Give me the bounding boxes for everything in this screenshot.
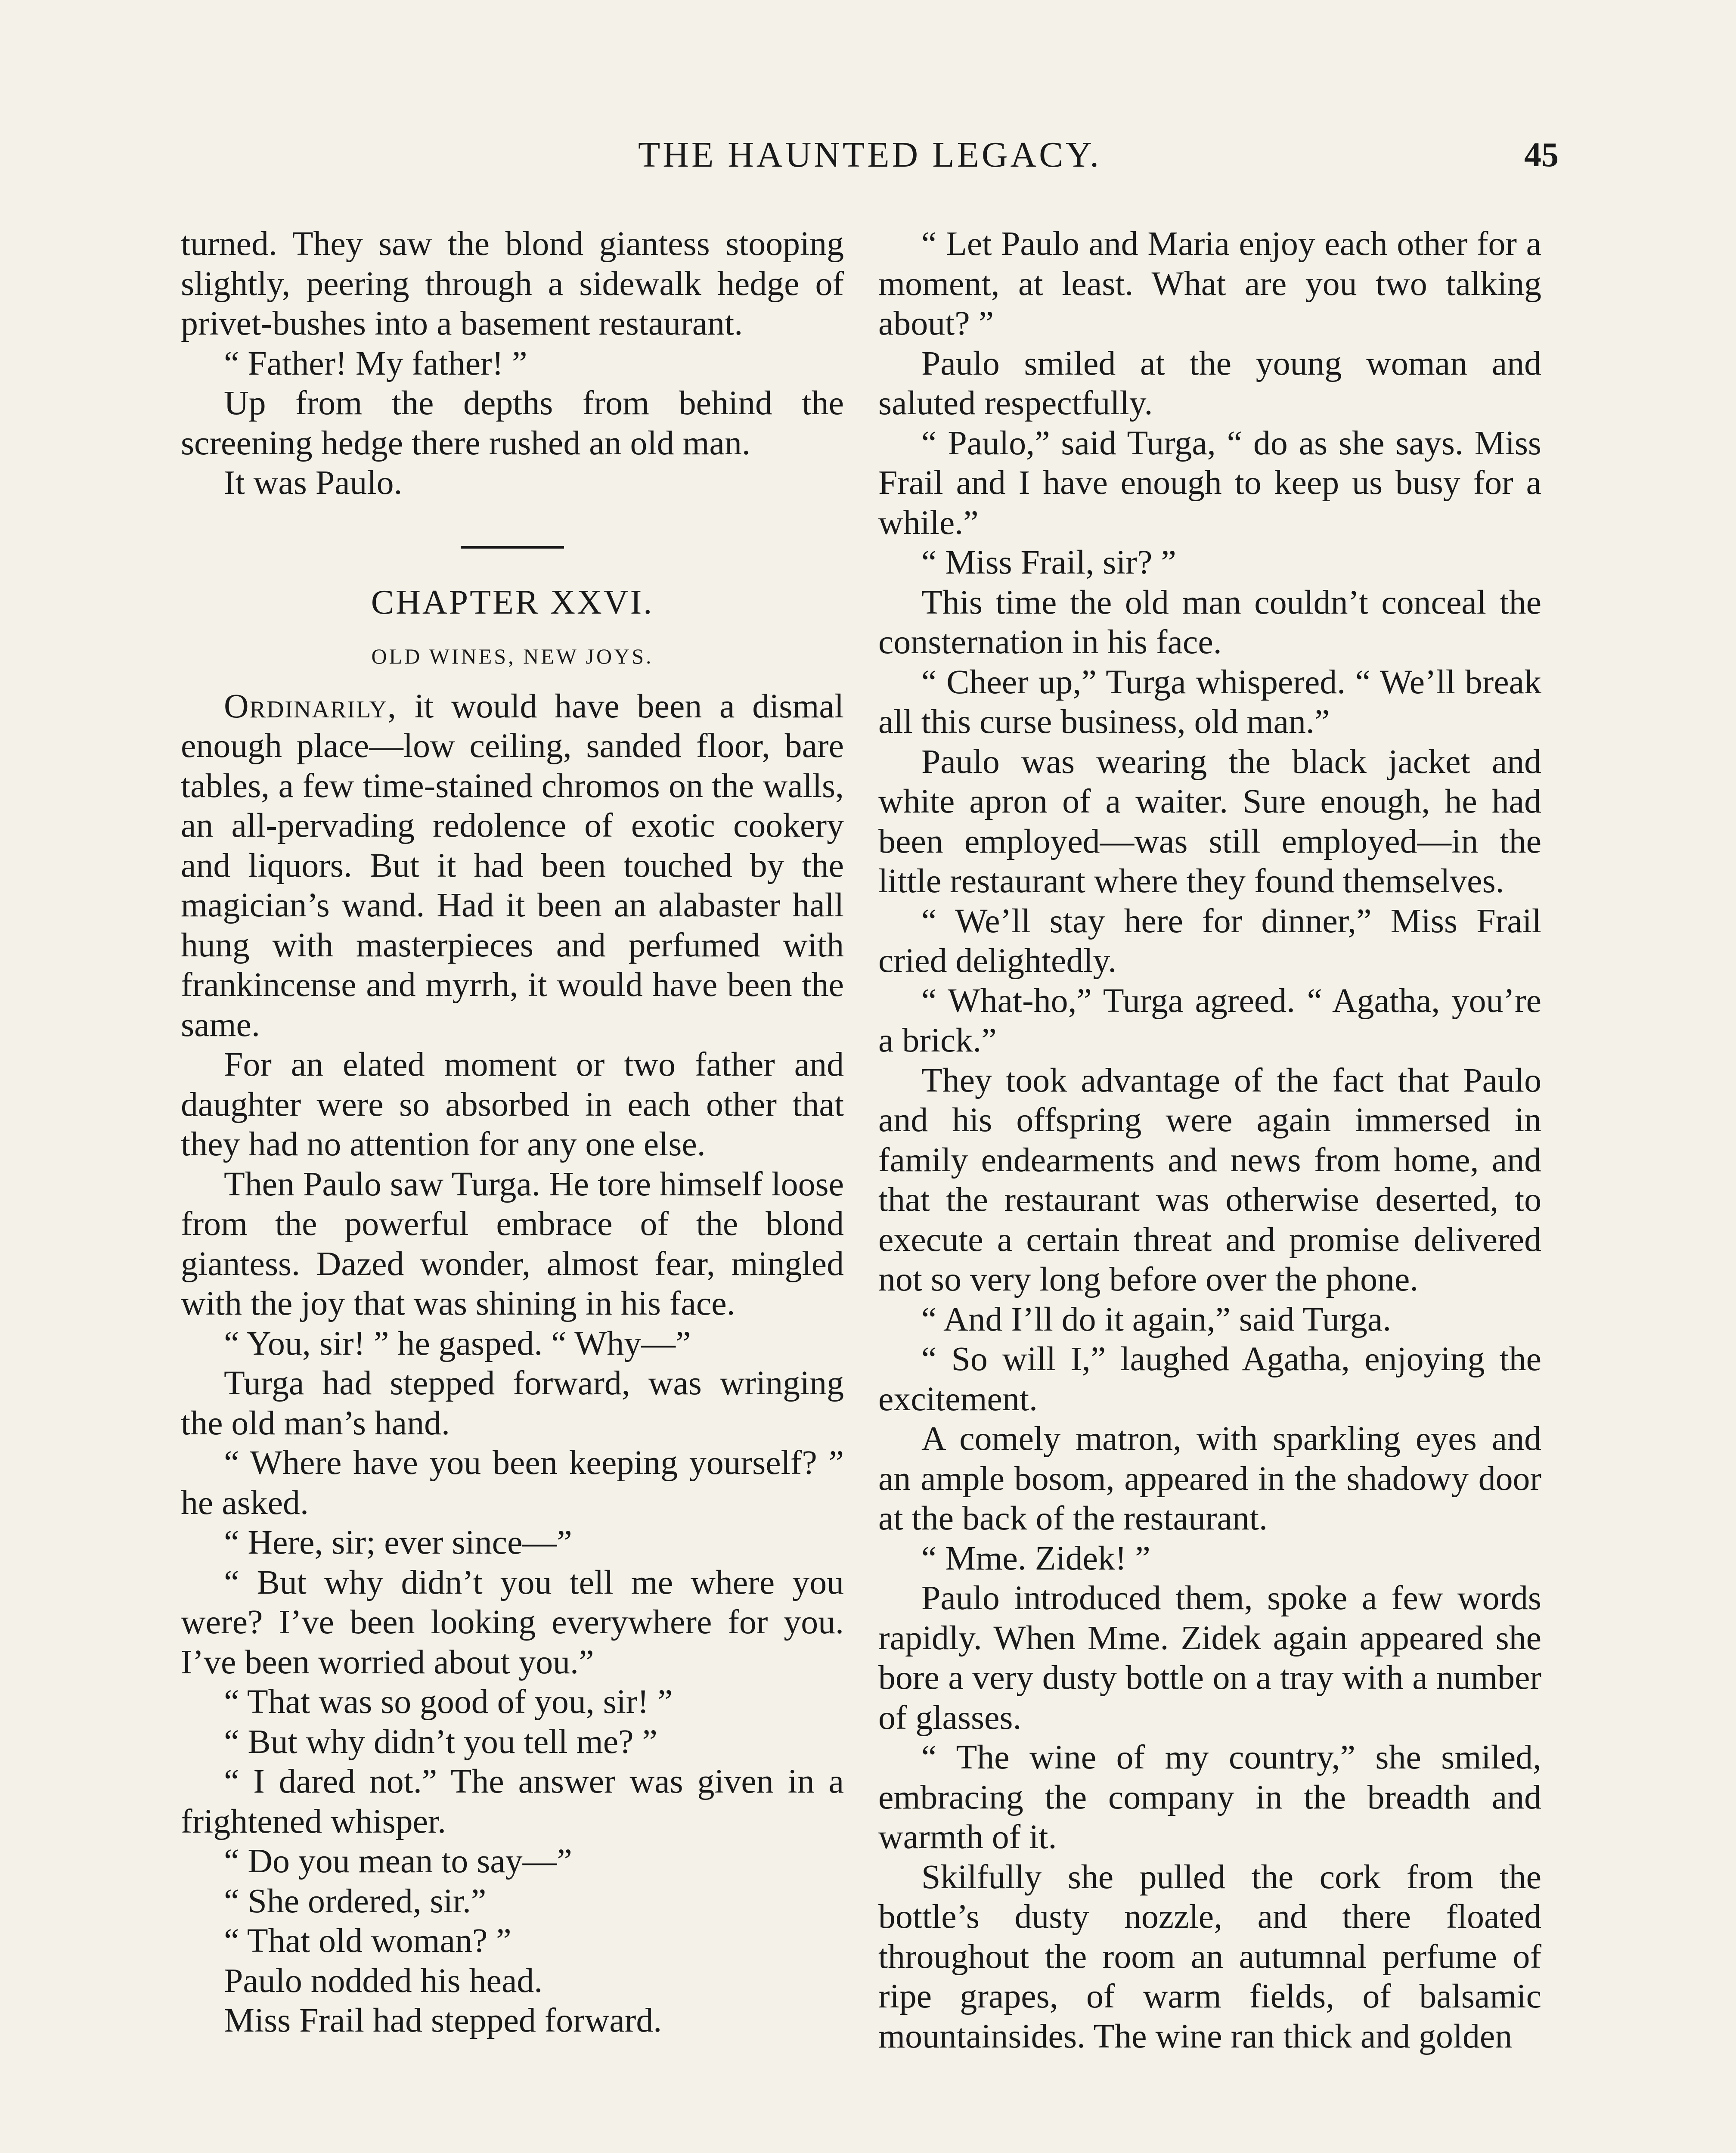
paragraph: “ I dared not.” The answer was given in a frightened whisper. [181, 1762, 844, 1840]
paragraph: “ What-ho,” Turga agreed. “ Agatha, you’re a brick.” [878, 981, 1541, 1059]
running-title: THE HAUNTED LEGACY. [638, 135, 1102, 175]
chapter-title: CHAPTER XXVI. [371, 583, 654, 621]
paragraph: Paulo nodded his head. [224, 1961, 543, 2000]
paragraph: For an elated moment or two father and daughter were so absorbed in each other that they had no attention for any one else. [181, 1045, 844, 1163]
paragraph: “ Let Paulo and Maria enjoy each other for a moment, at least. What are you two talking about? ” [878, 225, 1541, 342]
right-column [878, 224, 1541, 2056]
running-head [181, 129, 1559, 181]
paragraph: “ That was so good of you, sir! ” [224, 1683, 673, 1721]
left-column [181, 224, 844, 2041]
paragraph: “ The wine of my country,” she smiled, embracing the company in the breadth and warmth of it. [878, 1738, 1541, 1856]
paragraph: They took advantage of the fact that Paulo and his offspring were again immersed in family endearments and news from home, and that the restaurant was otherwise deserted, to execute a certain threat and promise delivered not so very long before over the phone. [878, 1061, 1541, 1298]
chapter-subtitle: OLD WINES, NEW JOYS. [371, 644, 654, 668]
paragraph: Then Paulo saw Turga. He tore himself loose from the powerful embrace of the blond giantess. Dazed wonder, almost fear, mingled with the joy that was shining in his face. [181, 1165, 844, 1322]
paragraph: Paulo was wearing the black jacket and white apron of a waiter. Sure enough, he had been employed—was still employed—in the little restaurant where they found themselves. [878, 742, 1541, 900]
paragraph: “ You, sir! ” he gasped. “ Why—” [224, 1324, 691, 1362]
paragraph: “ And I’ll do it again,” said Turga. [921, 1300, 1392, 1338]
paragraph: “ That old woman? ” [224, 1922, 512, 1960]
paragraph: “ But why didn’t you tell me? ” [224, 1722, 657, 1761]
paragraph: “ So will I,” laughed Agatha, enjoying the excitement. [878, 1340, 1541, 1418]
opening-paragraph-text: it would have been a dismal enough place—low ceiling, sanded floor, bare tables, a few time-stained chromos on the walls, an all-pervading redolence of exotic cookery and liquors. But it had been touched by the magician’s wand. Had it been an alabaster hall hung with masterpieces and perfumed with frankincense and myrrh, it would have been the same. [181, 687, 844, 1044]
paragraph: Paulo introduced them, spoke a few words rapidly. When Mme. Zidek again appeared she bore a very dusty bottle on a tray with a number of glasses. [878, 1579, 1541, 1737]
paragraph: A comely matron, with sparkling eyes and an ample bosom, appeared in the shadowy door at the back of the restaurant. [878, 1420, 1541, 1537]
paragraph: “ Mme. Zidek! ” [921, 1539, 1150, 1577]
paragraph: “ Father! My father! ” [224, 344, 527, 382]
paragraph: “ Where have you been keeping yourself? ” he asked. [181, 1444, 844, 1522]
paragraph: Turga had stepped forward, was wringing the old man’s hand. [181, 1364, 844, 1442]
paragraph: It was Paulo. [224, 464, 403, 502]
paragraph: “ Paulo,” said Turga, “ do as she says. Miss Frail and I have enough to keep us busy for a while.” [878, 424, 1541, 542]
paragraph: Skilfully she pulled the cork from the bottle’s dusty nozzle, and there floated throughout the room an autumnal perfume of ripe grapes, of warm fields, of balsamic mountainsides. The wine ran thick and golden [878, 1858, 1541, 2055]
chapter-divider-rule [461, 546, 564, 549]
opening-word: Ordinarily, [224, 687, 397, 725]
paragraph: turned. They saw the blond giantess stooping slightly, peering through a sidewalk hedge of privet-bushes into a basement restaurant. [181, 225, 844, 342]
paragraph: Miss Frail had stepped forward. [224, 2001, 662, 2039]
paragraph: “ She ordered, sir.” [224, 1882, 487, 1920]
paragraph: “ Cheer up,” Turga whispered. “ We’ll break all this curse business, old man.” [878, 663, 1541, 741]
paragraph: Up from the depths from behind the screening hedge there rushed an old man. [181, 384, 844, 462]
paragraph: “ Here, sir; ever since—” [224, 1523, 572, 1561]
paragraph: “ Miss Frail, sir? ” [921, 543, 1176, 581]
paragraph: “ But why didn’t you tell me where you were? I’ve been looking everywhere for you. I’ve been worried about you.” [181, 1563, 844, 1681]
paragraph: Paulo smiled at the young woman and saluted respectfully. [878, 344, 1541, 422]
paragraph: “ Do you mean to say—” [224, 1842, 572, 1880]
chapter-opening-paragraph [181, 686, 844, 1045]
paragraph: “ We’ll stay here for dinner,” Miss Frail cried delightedly. [878, 902, 1541, 980]
page-number: 45 [1524, 136, 1559, 174]
paragraph: This time the old man couldn’t conceal the consternation in his face. [878, 583, 1541, 661]
